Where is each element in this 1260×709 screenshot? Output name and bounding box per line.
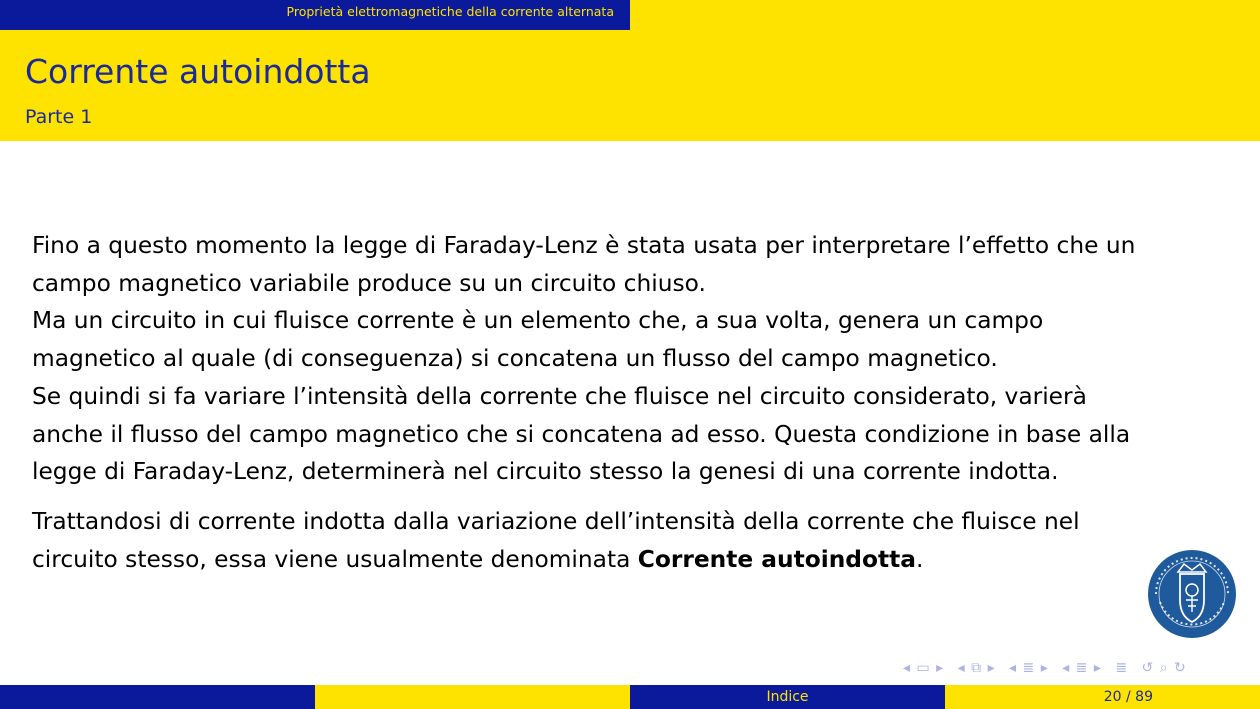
text-line: magnetico al quale (di conseguenza) si concatena un flusso del campo magnetico. <box>32 345 998 373</box>
footer-segment <box>0 685 315 709</box>
bold-term: Corrente autoindotta <box>637 545 916 573</box>
slide-content <box>32 227 1247 578</box>
section-nav-icon[interactable]: ◂ ≣ ▸ <box>1009 660 1049 676</box>
text-line: Ma un circuito in cui fluisce corrente è un elemento che, a sua volta, genera un campo <box>32 307 1044 335</box>
section-title[interactable]: Proprietà elettromagnetiche della corrente alternata <box>286 4 614 19</box>
text-line: campo magnetico variabile produce su un circuito chiuso. <box>32 269 706 297</box>
toc-icon[interactable]: ≣ <box>1115 660 1129 676</box>
footer-bar <box>0 685 1260 709</box>
text-line: circuito stesso, essa viene usualmente denominata <box>32 545 638 573</box>
page-total: 89 <box>1135 689 1153 705</box>
page-number <box>1104 685 1153 709</box>
beamer-navigation <box>903 660 1195 676</box>
text-line: Trattandosi di corrente indotta dalla variazione dell’intensità della corrente che fluisce nel <box>32 507 1080 535</box>
slide-nav-icon[interactable]: ◂ ≣ ▸ <box>1062 660 1102 676</box>
page-separator: / <box>1126 689 1131 705</box>
text-punctuation: . <box>915 545 924 573</box>
header-section-box <box>0 0 630 30</box>
frame-nav-icon[interactable]: ◂ ▭ ▸ <box>903 660 945 676</box>
subsection-nav-icon[interactable]: ◂ ⧉ ▸ <box>957 660 996 676</box>
text-line: Se quindi si fa variare l’intensità della corrente che fluisce nel circuito considerato, varierà <box>32 382 1087 410</box>
footer-index-link[interactable]: Indice <box>630 685 945 709</box>
header-bar <box>0 0 1260 30</box>
frame-subtitle: Parte 1 <box>25 106 93 128</box>
page-current: 20 <box>1103 689 1122 705</box>
footer-segment <box>315 685 630 709</box>
text-line: Fino a questo momento la legge di Faraday-Lenz è stata usata per interpretare l’effetto che un <box>32 232 1136 259</box>
frame-title-bar <box>0 30 1260 141</box>
footer-page-box <box>945 685 1260 709</box>
text-line: anche il flusso del campo magnetico che si concatena ad esso. Questa condizione in base alla <box>32 420 1131 448</box>
search-icon[interactable]: ↺ ⌕ ↻ <box>1141 660 1187 676</box>
frame-title: Corrente autoindotta <box>25 52 371 91</box>
university-seal-logo <box>1148 550 1236 638</box>
paragraph-2 <box>32 503 1247 578</box>
paragraph-1 <box>32 227 1247 491</box>
text-line: legge di Faraday-Lenz, determinerà nel circuito stesso la genesi di una corrente indotta. <box>32 458 1059 486</box>
